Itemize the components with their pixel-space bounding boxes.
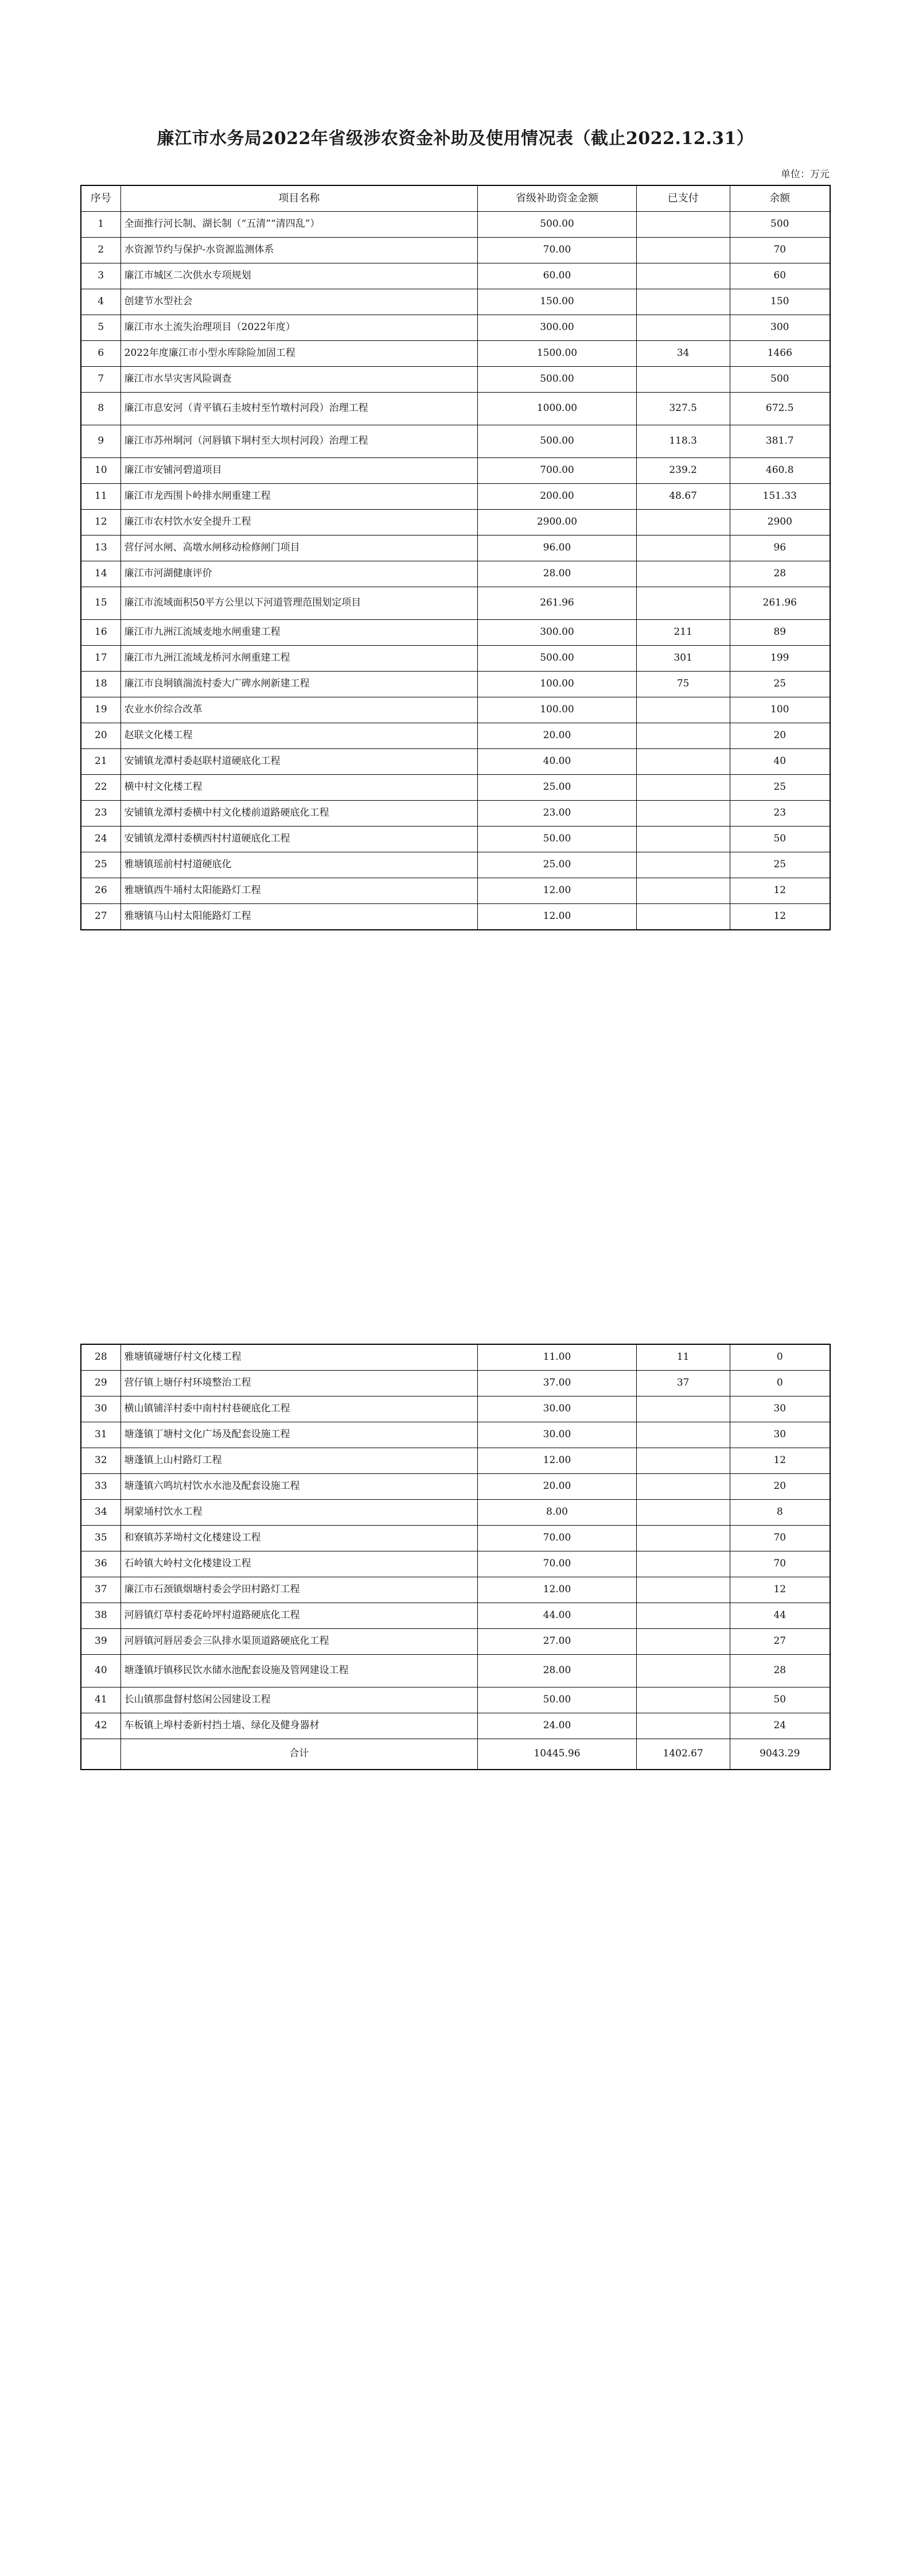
cell-project: 塘蓬镇圩镇移民饮水储水池配套设施及管网建设工程 [120,1655,477,1687]
table-row [81,878,830,904]
cell-balance: 70 [730,1551,830,1577]
table-row [81,852,830,878]
cell-paid [636,1422,730,1448]
cell-project: 廉江市苏州垌河（河唇镇下垌村至大坝村河段）治理工程 [120,425,477,458]
table-row [81,1371,830,1396]
cell-balance: 150 [730,289,830,315]
page-title: 廉江市水务局2022年省级涉农资金补助及使用情况表（截止2022.12.31） [157,129,754,149]
cell-project: 雅塘镇马山村太阳能路灯工程 [120,904,477,930]
cell-index: 1 [81,212,120,238]
cell-balance: 12 [730,1448,830,1474]
cell-index: 36 [81,1551,120,1577]
cell-paid: 48.67 [636,484,730,510]
cell-paid [636,1551,730,1577]
cell-project: 廉江市农村饮水安全提升工程 [120,510,477,536]
cell-amount: 500.00 [478,425,637,458]
cell-project: 塘蓬镇六鸣坑村饮水水池及配套设施工程 [120,1474,477,1500]
cell-balance: 60 [730,263,830,289]
cell-project: 赵联文化楼工程 [120,723,477,749]
cell-paid [636,827,730,852]
cell-balance: 50 [730,1687,830,1713]
table-row [81,510,830,536]
cell-balance: 500 [730,212,830,238]
cell-balance: 500 [730,367,830,393]
cell-paid [636,775,730,801]
cell-balance: 28 [730,561,830,587]
cell-amount: 20.00 [478,1474,637,1500]
cell-balance: 1466 [730,341,830,367]
cell-paid [636,1603,730,1629]
cell-amount: 27.00 [478,1629,637,1655]
cell-paid [636,723,730,749]
table-row [81,561,830,587]
cell-paid: 211 [636,620,730,646]
cell-balance: 2900 [730,510,830,536]
table-body-page-two [81,1344,830,1770]
cell-index: 12 [81,510,120,536]
col-header-project: 项目名称 [120,185,477,212]
table-row [81,801,830,827]
cell-paid [636,587,730,620]
cell-index: 18 [81,672,120,697]
table-row [81,1603,830,1629]
cell-paid [636,852,730,878]
cell-amount: 60.00 [478,263,637,289]
cell-amount: 500.00 [478,367,637,393]
cell-paid [636,801,730,827]
cell-amount: 23.00 [478,801,637,827]
cell-total-balance: 9043.29 [730,1739,830,1770]
table-row [81,1526,830,1551]
cell-project: 横中村文化楼工程 [120,775,477,801]
cell-amount: 50.00 [478,827,637,852]
cell-total-paid: 1402.67 [636,1739,730,1770]
cell-amount: 100.00 [478,672,637,697]
table-row [81,1500,830,1526]
cell-index: 31 [81,1422,120,1448]
cell-index: 28 [81,1344,120,1371]
col-header-index: 序号 [81,185,120,212]
cell-index: 30 [81,1396,120,1422]
cell-paid: 239.2 [636,458,730,484]
col-header-amount: 省级补助资金金额 [478,185,637,212]
cell-project: 2022年度廉江市小型水库除险加固工程 [120,341,477,367]
table-row [81,1655,830,1687]
cell-balance: 70 [730,1526,830,1551]
cell-index: 41 [81,1687,120,1713]
cell-balance: 25 [730,775,830,801]
cell-index: 33 [81,1474,120,1500]
cell-project: 雅塘镇碰塘仔村文化楼工程 [120,1344,477,1371]
cell-amount: 25.00 [478,775,637,801]
cell-project: 廉江市石颈镇烟塘村委会学田村路灯工程 [120,1577,477,1603]
cell-paid [636,367,730,393]
cell-index: 17 [81,646,120,672]
fund-table-page-one [80,185,831,930]
cell-index: 5 [81,315,120,341]
cell-paid [636,1577,730,1603]
cell-balance: 25 [730,672,830,697]
cell-paid [636,697,730,723]
table-row [81,1396,830,1422]
table-row [81,1422,830,1448]
table-row [81,697,830,723]
cell-balance: 12 [730,878,830,904]
table-row [81,1713,830,1739]
cell-project: 创建节水型社会 [120,289,477,315]
cell-amount: 70.00 [478,1526,637,1551]
table-row [81,1448,830,1474]
table-row [81,341,830,367]
cell-project: 营仔河水闸、高墩水闸移动检修闸门项目 [120,536,477,561]
cell-balance: 89 [730,620,830,646]
cell-paid [636,212,730,238]
cell-paid: 34 [636,341,730,367]
table-row [81,289,830,315]
cell-balance: 70 [730,238,830,263]
cell-index: 3 [81,263,120,289]
cell-balance: 44 [730,1603,830,1629]
table-row [81,1344,830,1371]
cell-balance: 28 [730,1655,830,1687]
cell-index: 4 [81,289,120,315]
cell-project: 廉江市水旱灾害风险调查 [120,367,477,393]
cell-paid: 301 [636,646,730,672]
cell-index: 13 [81,536,120,561]
cell-paid [636,878,730,904]
cell-amount: 261.96 [478,587,637,620]
table-row [81,620,830,646]
table-row [81,1629,830,1655]
cell-paid [636,238,730,263]
table-row [81,536,830,561]
cell-index: 27 [81,904,120,930]
cell-balance: 199 [730,646,830,672]
cell-amount: 50.00 [478,1687,637,1713]
cell-paid: 327.5 [636,393,730,425]
table-row [81,238,830,263]
col-header-paid: 已支付 [636,185,730,212]
cell-project: 农业水价综合改革 [120,697,477,723]
col-header-balance: 余额 [730,185,830,212]
table-row [81,1551,830,1577]
cell-paid [636,1448,730,1474]
cell-paid [636,1655,730,1687]
cell-balance: 20 [730,723,830,749]
cell-amount: 300.00 [478,620,637,646]
cell-amount: 12.00 [478,878,637,904]
cell-index: 7 [81,367,120,393]
cell-total-amount: 10445.96 [478,1739,637,1770]
table-row [81,212,830,238]
cell-project: 廉江市九洲江流域麦地水闸重建工程 [120,620,477,646]
cell-project: 石岭镇大岭村文化楼建设工程 [120,1551,477,1577]
table-row [81,587,830,620]
table-total-row [81,1739,830,1770]
cell-index: 11 [81,484,120,510]
fund-table-page-two [80,1344,831,1770]
cell-project: 全面推行河长制、湖长制（“五清”“清四乱”） [120,212,477,238]
cell-amount: 12.00 [478,1577,637,1603]
cell-paid: 118.3 [636,425,730,458]
cell-amount: 12.00 [478,904,637,930]
cell-balance: 27 [730,1629,830,1655]
cell-paid [636,1713,730,1739]
cell-paid [636,1629,730,1655]
cell-project: 廉江市息安河（青平镇石圭坡村至竹墩村河段）治理工程 [120,393,477,425]
title-block [80,0,831,150]
cell-amount: 96.00 [478,536,637,561]
cell-amount: 8.00 [478,1500,637,1526]
cell-paid [636,315,730,341]
cell-project: 长山镇那盘督村悠闲公园建设工程 [120,1687,477,1713]
cell-paid [636,1526,730,1551]
cell-amount: 700.00 [478,458,637,484]
cell-balance: 261.96 [730,587,830,620]
table-row [81,672,830,697]
cell-amount: 37.00 [478,1371,637,1396]
table-row [81,458,830,484]
cell-paid [636,1687,730,1713]
cell-project: 水资源节约与保护-水资源监测体系 [120,238,477,263]
cell-amount: 44.00 [478,1603,637,1629]
cell-paid [636,1396,730,1422]
cell-index: 2 [81,238,120,263]
cell-project: 垌蒙埇村饮水工程 [120,1500,477,1526]
cell-index: 38 [81,1603,120,1629]
cell-paid [636,1474,730,1500]
table-row [81,315,830,341]
cell-index: 34 [81,1500,120,1526]
table-row [81,1577,830,1603]
cell-amount: 40.00 [478,749,637,775]
table-row [81,775,830,801]
cell-balance: 0 [730,1344,830,1371]
cell-balance: 12 [730,1577,830,1603]
cell-index: 9 [81,425,120,458]
cell-project: 安铺镇龙潭村委横中村文化楼前道路硬底化工程 [120,801,477,827]
cell-index: 32 [81,1448,120,1474]
cell-project: 廉江市安铺河碧道项目 [120,458,477,484]
cell-amount: 300.00 [478,315,637,341]
table-header-row [81,185,830,212]
cell-project: 廉江市城区二次供水专项规划 [120,263,477,289]
cell-paid [636,536,730,561]
cell-balance: 23 [730,801,830,827]
cell-paid [636,1500,730,1526]
page-one [0,0,911,930]
cell-project: 横山镇铺洋村委中南村村巷硬底化工程 [120,1396,477,1422]
cell-amount: 200.00 [478,484,637,510]
cell-project: 安铺镇龙潭村委赵联村道硬底化工程 [120,749,477,775]
table-row [81,1687,830,1713]
table-row [81,484,830,510]
table-row [81,425,830,458]
cell-project: 雅塘镇瑶前村村道硬底化 [120,852,477,878]
cell-project: 廉江市龙西围卜岭排水闸重建工程 [120,484,477,510]
cell-balance: 8 [730,1500,830,1526]
table-row [81,1474,830,1500]
cell-paid [636,263,730,289]
page-two [0,1344,911,1770]
cell-balance: 50 [730,827,830,852]
table-row [81,367,830,393]
cell-balance: 0 [730,1371,830,1396]
cell-balance: 40 [730,749,830,775]
cell-index: 8 [81,393,120,425]
cell-balance: 96 [730,536,830,561]
table-body-page-one [81,212,830,930]
cell-index: 22 [81,775,120,801]
cell-index: 25 [81,852,120,878]
table-row [81,393,830,425]
cell-index: 10 [81,458,120,484]
cell-amount: 500.00 [478,212,637,238]
cell-project: 廉江市流域面积50平方公里以下河道管理范围划定项目 [120,587,477,620]
cell-project: 塘蓬镇丁塘村文化广场及配套设施工程 [120,1422,477,1448]
cell-balance: 25 [730,852,830,878]
cell-project: 廉江市河湖健康评价 [120,561,477,587]
cell-amount: 30.00 [478,1396,637,1422]
cell-balance: 100 [730,697,830,723]
cell-amount: 100.00 [478,697,637,723]
cell-amount: 70.00 [478,238,637,263]
cell-index: 20 [81,723,120,749]
cell-amount: 12.00 [478,1448,637,1474]
table-header [81,185,830,212]
cell-index: 29 [81,1371,120,1396]
cell-paid [636,749,730,775]
cell-balance: 30 [730,1422,830,1448]
cell-balance: 20 [730,1474,830,1500]
cell-project: 河唇镇河唇居委会三队排水渠顶道路硬底化工程 [120,1629,477,1655]
cell-balance: 300 [730,315,830,341]
cell-amount: 1500.00 [478,341,637,367]
cell-balance: 30 [730,1396,830,1422]
table-row [81,904,830,930]
cell-project: 廉江市良垌镇湍流村委大广碑水闸新建工程 [120,672,477,697]
cell-paid [636,561,730,587]
cell-amount: 11.00 [478,1344,637,1371]
cell-index: 21 [81,749,120,775]
cell-amount: 30.00 [478,1422,637,1448]
cell-paid [636,904,730,930]
cell-index: 19 [81,697,120,723]
cell-project: 廉江市水土流失治理项目（2022年度） [120,315,477,341]
table-row [81,723,830,749]
cell-total-label: 合计 [120,1739,477,1770]
cell-balance: 381.7 [730,425,830,458]
table-row [81,827,830,852]
cell-index: 40 [81,1655,120,1687]
cell-index: 24 [81,827,120,852]
cell-amount: 500.00 [478,646,637,672]
table-row [81,749,830,775]
cell-index: 6 [81,341,120,367]
cell-balance: 151.33 [730,484,830,510]
cell-index: 37 [81,1577,120,1603]
cell-project: 和寮镇苏茅坳村文化楼建设工程 [120,1526,477,1551]
cell-index: 15 [81,587,120,620]
cell-index: 42 [81,1713,120,1739]
cell-index: 26 [81,878,120,904]
cell-project: 安铺镇龙潭村委横西村村道硬底化工程 [120,827,477,852]
cell-total-index [81,1739,120,1770]
cell-project: 车板镇上埠村委新村挡土墙、绿化及健身器材 [120,1713,477,1739]
cell-index: 16 [81,620,120,646]
cell-paid: 37 [636,1371,730,1396]
cell-project: 河唇镇灯草村委花岭坪村道路硬底化工程 [120,1603,477,1629]
cell-balance: 24 [730,1713,830,1739]
cell-index: 14 [81,561,120,587]
cell-amount: 2900.00 [478,510,637,536]
cell-project: 营仔镇上塘仔村环境整治工程 [120,1371,477,1396]
cell-amount: 24.00 [478,1713,637,1739]
cell-index: 23 [81,801,120,827]
table-row [81,263,830,289]
cell-amount: 28.00 [478,561,637,587]
unit-note: 单位：万元 [781,169,830,180]
cell-paid [636,289,730,315]
cell-paid: 11 [636,1344,730,1371]
cell-balance: 460.8 [730,458,830,484]
cell-paid: 75 [636,672,730,697]
page-separator [0,930,911,1344]
table-row [81,646,830,672]
cell-amount: 1000.00 [478,393,637,425]
cell-paid [636,510,730,536]
cell-balance: 672.5 [730,393,830,425]
cell-amount: 25.00 [478,852,637,878]
cell-project: 廉江市九洲江流域龙桥河水闸重建工程 [120,646,477,672]
cell-amount: 70.00 [478,1551,637,1577]
cell-amount: 20.00 [478,723,637,749]
cell-index: 35 [81,1526,120,1551]
cell-project: 雅塘镇西牛埇村太阳能路灯工程 [120,878,477,904]
cell-amount: 28.00 [478,1655,637,1687]
cell-amount: 150.00 [478,289,637,315]
cell-balance: 12 [730,904,830,930]
cell-index: 39 [81,1629,120,1655]
cell-project: 塘蓬镇上山村路灯工程 [120,1448,477,1474]
